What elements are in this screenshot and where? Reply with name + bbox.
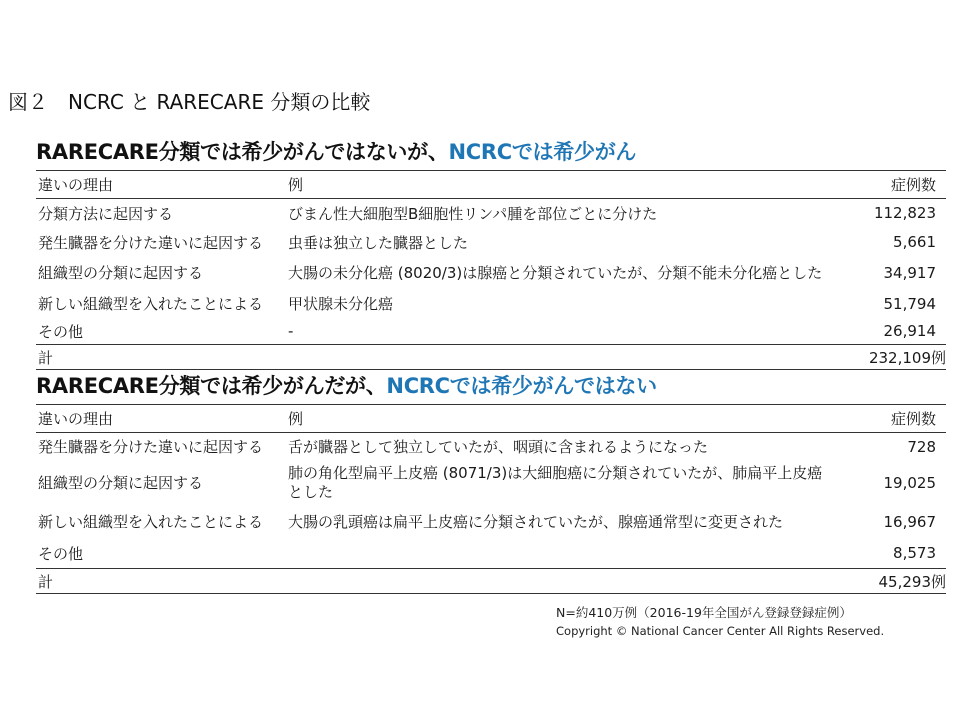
count-cell: 112,823 — [873, 204, 936, 223]
section2-heading-main: RARECARE分類では希少がんだが、 — [36, 374, 387, 398]
example-cell: 大腸の未分化癌 (8020/3)は腺癌と分類されていたが、分類不能未分化癌とした — [288, 264, 823, 282]
total-row — [36, 569, 946, 594]
reason-cell: 組織型の分類に起因する — [38, 264, 204, 282]
column-header-reason: 違いの理由 — [36, 171, 286, 199]
table-row — [36, 199, 946, 228]
count-cell: 34,917 — [883, 263, 936, 282]
section1-heading-main: RARECARE分類では希少がんではないが、 — [36, 140, 449, 164]
total-value: 232,109例 — [856, 345, 946, 370]
column-header-example: 例 — [286, 405, 856, 433]
section2-table — [36, 404, 946, 594]
section1-heading-highlight: NCRCでは希少がん — [448, 140, 637, 164]
reason-cell: 組織型の分類に起因する — [38, 474, 204, 492]
footer-note: N=約410万例（2016-19年全国がん登録登録症例） — [556, 605, 852, 620]
total-spacer — [286, 345, 856, 370]
count-cell: 16,967 — [883, 512, 936, 531]
column-header-reason: 違いの理由 — [36, 405, 286, 433]
count-cell: 728 — [907, 437, 936, 456]
count-cell: 5,661 — [893, 233, 936, 251]
table-row — [36, 319, 946, 345]
column-header-example: 例 — [286, 171, 856, 199]
count-cell: 51,794 — [883, 294, 936, 313]
table-row — [36, 539, 946, 569]
example-cell: 舌が臓器として独立していたが、咽頭に含まれるようになった — [288, 438, 709, 457]
table-header-row — [36, 405, 946, 433]
section2-heading-highlight: NCRCでは希少がんではない — [386, 374, 657, 398]
reason-cell: その他 — [38, 544, 84, 563]
example-cell: 肺の角化型扁平上皮癌 (8071/3)は大細胞癌に分類されていたが、肺扁平上皮癌とした — [288, 463, 823, 501]
total-label: 計 — [36, 569, 286, 594]
reason-cell: 分類方法に起因する — [38, 204, 174, 223]
reason-cell: 発生臓器を分けた違いに起因する — [38, 233, 264, 252]
example-cell — [286, 539, 856, 569]
example-cell: - — [288, 322, 294, 341]
reason-cell: その他 — [38, 322, 84, 341]
reason-cell: 新しい組織型を入れたことによる — [38, 295, 264, 313]
count-cell: 26,914 — [883, 322, 936, 341]
table-row — [36, 433, 946, 461]
total-value: 45,293例 — [856, 569, 946, 594]
example-cell: 大腸の乳頭癌は扁平上皮癌に分類されていたが、腺癌通常型に変更された — [288, 513, 784, 531]
section1-heading — [36, 136, 636, 166]
table-row — [36, 257, 946, 289]
reason-cell: 新しい組織型を入れたことによる — [38, 513, 264, 531]
count-cell: 19,025 — [883, 473, 936, 492]
section2-heading — [36, 370, 657, 400]
total-label: 計 — [36, 345, 286, 370]
figure-title: 図２ NCRC と RARECARE 分類の比較 — [8, 90, 371, 114]
table-header-row — [36, 171, 946, 199]
table-row — [36, 461, 946, 505]
count-cell: 8,573 — [893, 544, 936, 563]
example-cell: びまん性大細胞型B細胞性リンパ腫を部位ごとに分けた — [288, 204, 658, 223]
column-header-count: 症例数 — [856, 171, 946, 199]
example-cell: 甲状腺未分化癌 — [288, 295, 394, 313]
table-row — [36, 228, 946, 257]
table-row — [36, 505, 946, 539]
total-spacer — [286, 569, 856, 594]
footer-copyright: Copyright © National Cancer Center All Rights Reserved. — [556, 624, 885, 638]
reason-cell: 発生臓器を分けた違いに起因する — [38, 438, 264, 457]
table-row — [36, 289, 946, 319]
total-row — [36, 345, 946, 370]
example-cell: 虫垂は独立した臓器とした — [288, 233, 469, 252]
section1-table — [36, 170, 946, 370]
column-header-count: 症例数 — [856, 405, 946, 433]
